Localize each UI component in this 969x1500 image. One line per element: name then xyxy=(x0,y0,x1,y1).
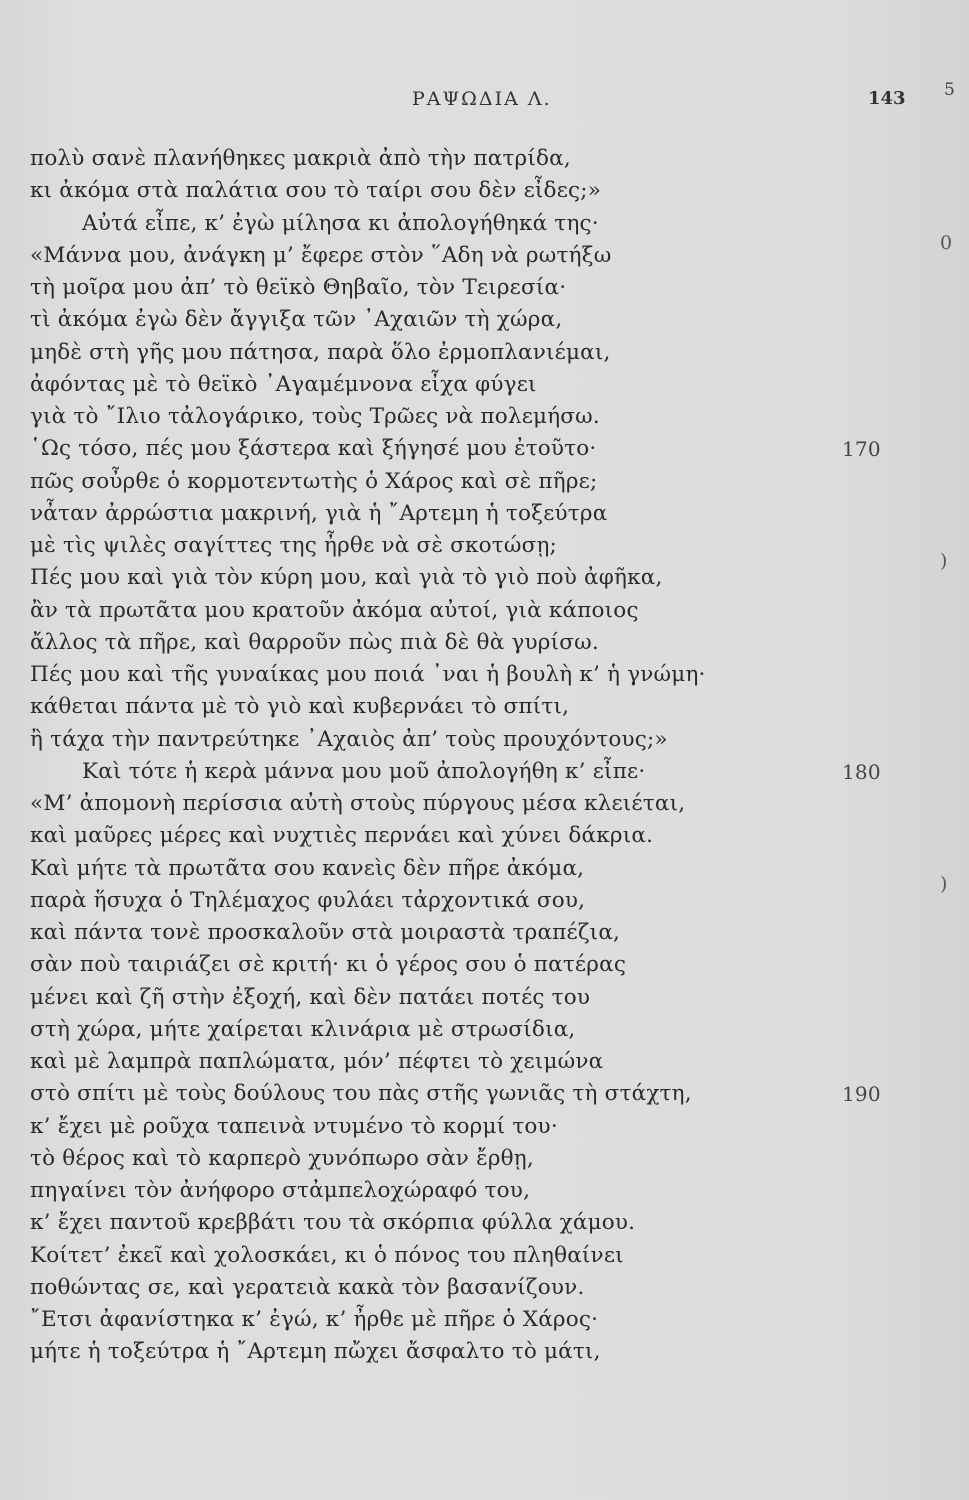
running-head xyxy=(0,80,969,120)
verse-line xyxy=(30,466,930,498)
facing-page-edge-mark: ) xyxy=(940,550,948,572)
verse-line xyxy=(30,498,930,530)
facing-page-edge-mark: ) xyxy=(940,873,948,895)
verse-line-text: «Μ’ ἀπομονὴ περίσσια αὐτὴ στοὺς πύργους μέσα κλειέται, xyxy=(30,791,686,816)
verse-line xyxy=(30,1272,930,1304)
verse-line-text: καὶ μαῦρες μέρες καὶ νυχτιὲς περνάει καὶ χύνει δάκρια. xyxy=(30,823,654,849)
verse-line-text: Καὶ μήτε τὰ πρωτᾶτα σου κανεὶς δὲν πῆρε ἀκόμα, xyxy=(30,855,585,881)
verse-line xyxy=(30,595,930,627)
line-number: 180 xyxy=(842,759,881,784)
verse-line xyxy=(30,143,930,175)
verse-line xyxy=(30,272,930,304)
verse-line-text: ἢ τάχα τὴν παντρεύτηκε ᾿Αχαιὸς ἀπ’ τοὺς προυχόντους;» xyxy=(30,726,668,752)
verse-line xyxy=(30,949,930,981)
verse-line-text: ποθώντας σε, καὶ γερατειὰ κακὰ τὸν βασανίζουν. xyxy=(30,1274,585,1300)
page-number: 143 xyxy=(868,88,906,109)
verse-line xyxy=(30,304,930,336)
verse-line xyxy=(30,175,930,207)
verse-line xyxy=(30,1240,930,1272)
verse-line-text: τὸ θέρος καὶ τὸ καρπερὸ χυνόπωρο σὰν ἔρθῃ, xyxy=(30,1145,534,1171)
verse-line xyxy=(30,1143,930,1175)
verse-line xyxy=(30,982,930,1014)
verse-line xyxy=(30,240,930,272)
verse-line xyxy=(30,691,930,723)
verse-line-text: ἂν τὰ πρωτᾶτα μου κρατοῦν ἀκόμα αὐτοί, γιὰ κάποιος xyxy=(30,597,639,623)
line-number: 170 xyxy=(842,437,881,462)
verse-line xyxy=(30,627,930,659)
verse-line-text: πῶς σοὖρθε ὁ κορμοτεντωτὴς ὁ Χάρος καὶ σὲ πῆρε; xyxy=(30,468,598,494)
verse-line xyxy=(30,756,930,788)
verse-line-text: τὶ ἀκόμα ἐγὼ δὲν ἄγγιξα τῶν ᾿Αχαιῶν τὴ χώρα, xyxy=(30,307,563,333)
verse-line xyxy=(30,853,930,885)
verse-line xyxy=(30,788,930,820)
verse-line-text: σὰν ποὺ ταιριάζει σὲ κριτή· κι ὁ γέρος σου ὁ πατέρας xyxy=(30,952,627,978)
verse-line-text: κ’ ἔχει παντοῦ κρεββάτι του τὰ σκόρπια φύλλα χάμου. xyxy=(30,1210,636,1236)
verse-line-text: μηδὲ στὴ γῆς μου πάτησα, παρὰ ὅλο ἐρμοπλανιέμαι, xyxy=(30,339,611,365)
verse-line xyxy=(30,1046,930,1078)
verse-line xyxy=(30,1078,930,1110)
verse-line-text: κ’ ἔχει μὲ ροῦχα ταπεινὰ ντυμένο τὸ κορμί του· xyxy=(30,1113,558,1139)
verse-line xyxy=(30,369,930,401)
verse-line-text: Πές μου καὶ γιὰ τὸν κύρη μου, καὶ γιὰ τὸ γιὸ ποὺ ἀφῆκα, xyxy=(30,565,663,591)
verse-line-text: Καὶ τότε ἡ κερὰ μάννα μου μοῦ ἀπολογήθη κ’ εἶπε· xyxy=(82,758,646,784)
facing-page-edge-number: 5 xyxy=(944,80,955,100)
line-number: 190 xyxy=(842,1082,881,1107)
verse-line xyxy=(30,1304,930,1336)
verse-line-text: «Μάννα μου, ἀνάγκη μ’ ἔφερε στὸν ῞Αδη νὰ ρωτήξω xyxy=(30,242,612,268)
verse-line-text: γιὰ τὸ ῎Ιλιο τἀλογάρικο, τοὺς Τρῶες νὰ πολεμήσω. xyxy=(30,404,600,429)
verse-line-text: νἆταν ἀρρώστια μακρινή, γιὰ ἡ ῎Αρτεμη ἡ τοξεύτρα xyxy=(30,500,608,526)
verse-line-text: μένει καὶ ζῆ στὴν ἐξοχή, καὶ δὲν πατάει ποτές του xyxy=(30,984,591,1010)
verse-line-text: μὲ τὶς ψιλὲς σαγίττες της ἦρθε νὰ σὲ σκοτώσῃ; xyxy=(30,533,557,558)
verse-line-text: Πές μου καὶ τῆς γυναίκας μου ποιά ᾽ναι ἡ βουλὴ κ’ ἡ γνώμη· xyxy=(30,662,706,687)
verse-line-text: ῎Ετσι ἀφανίστηκα κ’ ἐγώ, κ’ ἦρθε μὲ πῆρε ὁ Χάρος· xyxy=(30,1307,599,1332)
verse-line-text: στὴ χώρα, μήτε χαίρεται κλινάρια μὲ στρωσίδια, xyxy=(30,1016,576,1042)
verse-line xyxy=(30,208,930,240)
verse-line-text: στὸ σπίτι μὲ τοὺς δούλους του πὰς στῆς γωνιᾶς τὴ στάχτη, xyxy=(30,1081,692,1107)
verse-line xyxy=(30,724,930,756)
verse-line-text: Αὐτά εἶπε, κ’ ἐγὼ μίλησα κι ἀπολογήθηκά της· xyxy=(82,210,599,236)
verse-line xyxy=(30,885,930,917)
verse-line xyxy=(30,433,930,465)
verse-line-text: ἀφόντας μὲ τὸ θεϊκὸ ᾿Αγαμέμνονα εἶχα φύγει xyxy=(30,371,537,397)
verse-line-text: καὶ πάντα τονὲ προσκαλοῦν στὰ μοιραστὰ τραπέζια, xyxy=(30,920,621,945)
verse-line-text: ἄλλος τὰ πῆρε, καὶ θαρροῦν πὼς πιὰ δὲ θὰ γυρίσω. xyxy=(30,629,599,655)
facing-page-edge-mark: 0 xyxy=(940,232,953,254)
verse-line-text: κάθεται πάντα μὲ τὸ γιὸ καὶ κυβερνάει τὸ σπίτι, xyxy=(30,694,570,720)
verse-line xyxy=(30,401,930,433)
verse-line xyxy=(30,1014,930,1046)
verse-line-text: πηγαίνει τὸν ἀνήφορο στἀμπελοχώραφό του, xyxy=(30,1178,531,1203)
verse-line xyxy=(30,917,930,949)
verse-line xyxy=(30,820,930,852)
poem-text-block xyxy=(30,143,930,1369)
verse-line xyxy=(30,659,930,691)
verse-line-text: ῾Ως τόσο, πές μου ξάστερα καὶ ξήγησέ μου ἐτοῦτο· xyxy=(30,436,597,462)
verse-line-text: τὴ μοῖρα μου ἀπ’ τὸ θεϊκὸ Θηβαῖο, τὸν Τειρεσία· xyxy=(30,275,567,300)
verse-line-text: πολὺ σανὲ πλανήθηκες μακριὰ ἀπὸ τὴν πατρίδα, xyxy=(30,146,571,171)
verse-line xyxy=(30,1111,930,1143)
chapter-title: ΡΑΨΩΔΙΑ Λ. xyxy=(412,88,552,110)
verse-line-text: Κοίτετ’ ἐκεῖ καὶ χολοσκάει, κι ὁ πόνος του πληθαίνει xyxy=(30,1242,624,1268)
verse-line-text: μήτε ἡ τοξεύτρα ἡ ῎Αρτεμη πὤχει ἄσφαλτο τὸ μάτι, xyxy=(30,1339,601,1365)
verse-line xyxy=(30,562,930,594)
verse-line xyxy=(30,1175,930,1207)
verse-line xyxy=(30,1207,930,1239)
verse-line xyxy=(30,337,930,369)
verse-line xyxy=(30,530,930,562)
verse-line-text: καὶ μὲ λαμπρὰ παπλώματα, μόν’ πέφτει τὸ χειμώνα xyxy=(30,1049,604,1074)
verse-line-text: κι ἀκόμα στὰ παλάτια σου τὸ ταίρι σου δὲν εἶδες;» xyxy=(30,178,602,204)
verse-line xyxy=(30,1336,930,1368)
verse-line-text: παρὰ ἥσυχα ὁ Τηλέμαχος φυλάει τἀρχοντικά σου, xyxy=(30,887,586,913)
